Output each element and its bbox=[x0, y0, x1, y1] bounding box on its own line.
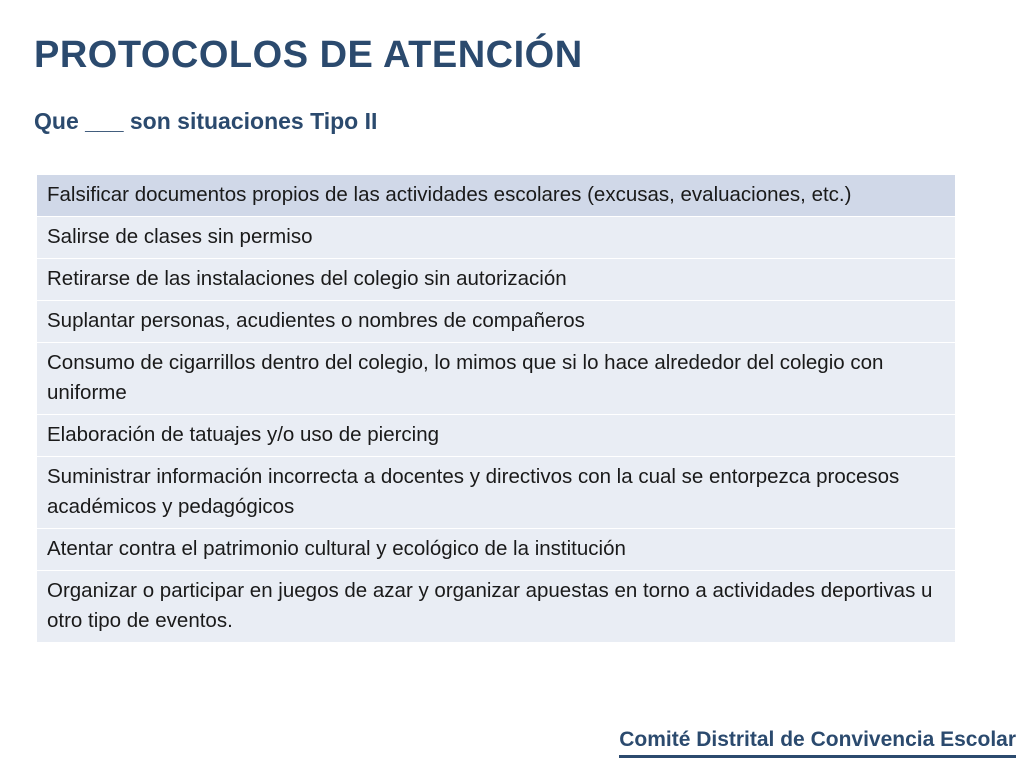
table-cell: Suplantar personas, acudientes o nombres de compañeros bbox=[37, 301, 956, 343]
slide-subtitle: Que ___ son situaciones Tipo II bbox=[34, 108, 378, 134]
table-row bbox=[37, 415, 956, 457]
table-cell: Organizar o participar en juegos de azar y organizar apuestas en torno a actividades deportivas u otro tipo de eventos. bbox=[37, 571, 956, 643]
footer-organization: Comité Distrital de Convivencia Escolar bbox=[619, 728, 1016, 758]
table-row bbox=[37, 175, 956, 217]
table-row bbox=[37, 529, 956, 571]
situations-table bbox=[36, 174, 956, 643]
slide-title: PROTOCOLOS DE ATENCIÓN bbox=[34, 34, 583, 76]
table-row bbox=[37, 457, 956, 529]
table-cell: Falsificar documentos propios de las actividades escolares (excusas, evaluaciones, etc.) bbox=[37, 175, 956, 217]
table-row bbox=[37, 571, 956, 643]
table-cell: Suministrar información incorrecta a docentes y directivos con la cual se entorpezca procesos académicos y pedagógicos bbox=[37, 457, 956, 529]
table-row bbox=[37, 259, 956, 301]
table-cell: Retirarse de las instalaciones del colegio sin autorización bbox=[37, 259, 956, 301]
table-cell: Consumo de cigarrillos dentro del colegio, lo mimos que si lo hace alrededor del colegio con uniforme bbox=[37, 343, 956, 415]
table-row bbox=[37, 217, 956, 259]
table-cell: Elaboración de tatuajes y/o uso de piercing bbox=[37, 415, 956, 457]
table-row bbox=[37, 343, 956, 415]
table-row bbox=[37, 301, 956, 343]
table-cell: Salirse de clases sin permiso bbox=[37, 217, 956, 259]
table-cell: Atentar contra el patrimonio cultural y ecológico de la institución bbox=[37, 529, 956, 571]
